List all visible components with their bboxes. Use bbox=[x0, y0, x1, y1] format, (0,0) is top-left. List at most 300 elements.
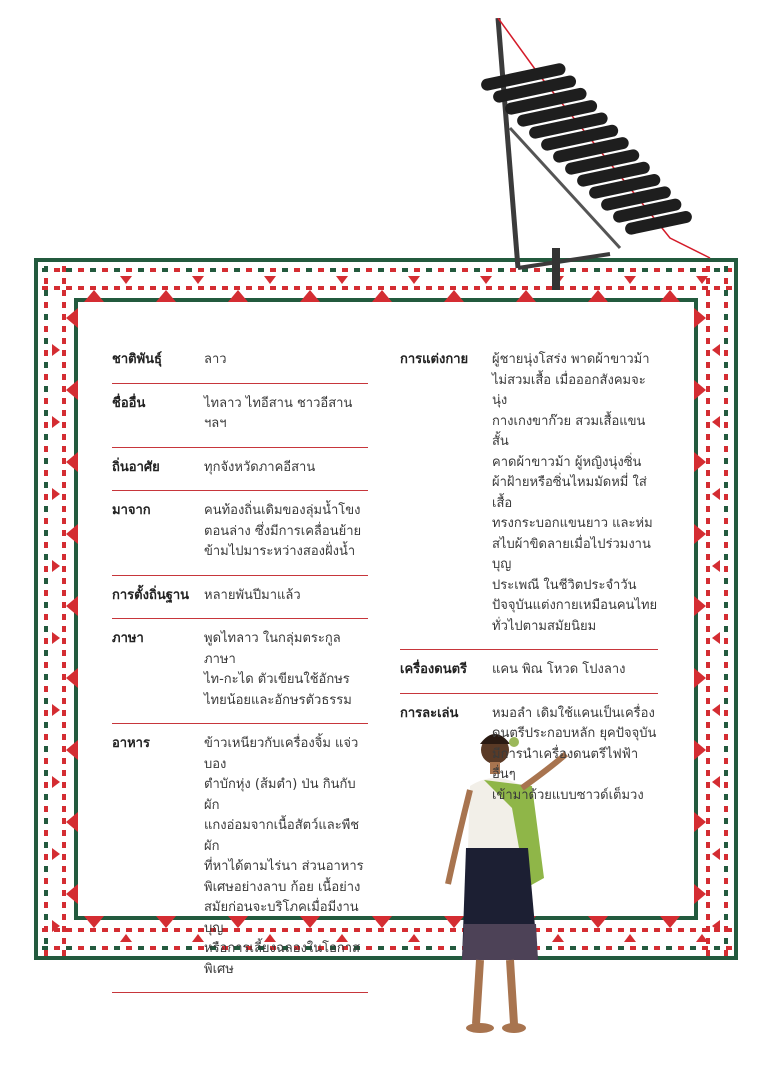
frame-dash bbox=[462, 268, 468, 272]
frame-triangle bbox=[84, 290, 104, 302]
frame-dash bbox=[62, 554, 66, 560]
frame-dash bbox=[66, 268, 72, 272]
frame-dash bbox=[724, 506, 728, 512]
frame-dash bbox=[62, 422, 66, 428]
frame-dash bbox=[706, 422, 710, 428]
frame-dash bbox=[44, 326, 48, 332]
frame-dash bbox=[62, 914, 66, 920]
frame-triangle bbox=[52, 704, 60, 716]
frame-dash bbox=[62, 866, 66, 872]
frame-dash bbox=[706, 614, 710, 620]
frame-dash bbox=[44, 698, 48, 704]
frame-triangle bbox=[694, 812, 706, 832]
frame-dash bbox=[706, 926, 710, 932]
frame-dash bbox=[62, 794, 66, 800]
frame-dash bbox=[724, 830, 728, 836]
frame-dash bbox=[724, 566, 728, 572]
frame-dash bbox=[426, 928, 432, 932]
frame-dash bbox=[724, 710, 728, 716]
frame-dash bbox=[44, 746, 48, 752]
frame-dash bbox=[222, 286, 228, 290]
frame-dash bbox=[44, 614, 48, 620]
info-row bbox=[400, 650, 658, 694]
frame-dash bbox=[62, 770, 66, 776]
frame-dash bbox=[426, 286, 432, 290]
frame-dash bbox=[222, 268, 228, 272]
info-row bbox=[400, 340, 658, 650]
frame-dash bbox=[724, 902, 728, 908]
frame-dash bbox=[62, 338, 66, 344]
frame-triangle bbox=[66, 884, 78, 904]
frame-triangle bbox=[660, 916, 680, 928]
frame-dash bbox=[706, 914, 710, 920]
frame-dash bbox=[62, 386, 66, 392]
frame-triangle bbox=[52, 344, 60, 356]
frame-dash bbox=[724, 278, 728, 284]
frame-dash bbox=[706, 434, 710, 440]
frame-dash bbox=[44, 386, 48, 392]
frame-dash bbox=[706, 758, 710, 764]
frame-dash bbox=[44, 770, 48, 776]
row-label: ภาษา bbox=[112, 631, 144, 646]
frame-dash bbox=[706, 482, 710, 488]
frame-dash bbox=[44, 710, 48, 716]
frame-dash bbox=[62, 638, 66, 644]
frame-dash bbox=[706, 638, 710, 644]
frame-dash bbox=[678, 946, 684, 950]
frame-dash bbox=[234, 268, 240, 272]
frame-triangle bbox=[408, 934, 420, 942]
frame-dash bbox=[54, 286, 60, 290]
frame-dash bbox=[44, 914, 48, 920]
frame-dash bbox=[62, 854, 66, 860]
frame-dash bbox=[706, 602, 710, 608]
frame-dash bbox=[162, 268, 168, 272]
frame-dash bbox=[78, 286, 84, 290]
frame-dash bbox=[706, 782, 710, 788]
frame-triangle bbox=[52, 416, 60, 428]
frame-dash bbox=[44, 350, 48, 356]
frame-dash bbox=[62, 722, 66, 728]
row-label: การละเล่น bbox=[400, 705, 459, 721]
frame-dash bbox=[44, 266, 48, 272]
frame-dash bbox=[706, 410, 710, 416]
frame-triangle bbox=[712, 488, 720, 500]
frame-triangle bbox=[516, 290, 536, 302]
frame-triangle bbox=[156, 290, 176, 302]
frame-dash bbox=[62, 398, 66, 404]
frame-dash bbox=[44, 494, 48, 500]
frame-dash bbox=[342, 268, 348, 272]
frame-dash bbox=[102, 286, 108, 290]
frame-dash bbox=[706, 326, 710, 332]
row-value: ทุกจังหวัดภาคอีสาน bbox=[204, 459, 316, 475]
frame-dash bbox=[174, 268, 180, 272]
frame-dash bbox=[62, 578, 66, 584]
row-label: อาหาร bbox=[112, 736, 150, 751]
frame-dash bbox=[724, 266, 728, 272]
frame-triangle bbox=[192, 276, 204, 284]
row-label: เครื่องดนตรี bbox=[400, 662, 468, 677]
frame-dash bbox=[462, 286, 468, 290]
frame-dash bbox=[44, 674, 48, 680]
pong-lang-instrument-image bbox=[470, 18, 720, 290]
frame-dash bbox=[724, 806, 728, 812]
frame-dash bbox=[706, 902, 710, 908]
frame-dash bbox=[724, 878, 728, 884]
frame-dash bbox=[62, 542, 66, 548]
frame-dash bbox=[706, 806, 710, 812]
frame-dash bbox=[618, 928, 624, 932]
frame-dash bbox=[594, 928, 600, 932]
row-value: พูดไทลาว ในกลุ่มตระกูลภาษา ไท-กะได ตัวเขียนใช้อักษร ไทยน้อยและอักษรตัวธรรม bbox=[204, 631, 352, 708]
frame-dash bbox=[62, 830, 66, 836]
frame-dash bbox=[724, 626, 728, 632]
frame-triangle bbox=[712, 416, 720, 428]
frame-dash bbox=[44, 458, 48, 464]
frame-dash bbox=[724, 914, 728, 920]
frame-dash bbox=[62, 494, 66, 500]
frame-dash bbox=[62, 806, 66, 812]
frame-triangle bbox=[66, 452, 78, 472]
frame-dash bbox=[438, 268, 444, 272]
frame-triangle bbox=[444, 290, 464, 302]
frame-dash bbox=[102, 946, 108, 950]
info-table bbox=[112, 340, 658, 977]
frame-dash bbox=[706, 566, 710, 572]
row-value: แคน พิณ โหวด โปงลาง bbox=[492, 662, 626, 677]
info-row bbox=[112, 448, 368, 492]
frame-dash bbox=[724, 398, 728, 404]
frame-dash bbox=[378, 286, 384, 290]
row-label: การแต่งกาย bbox=[400, 352, 469, 367]
frame-dash bbox=[186, 286, 192, 290]
frame-dash bbox=[724, 386, 728, 392]
frame-dash bbox=[44, 542, 48, 548]
frame-dash bbox=[62, 518, 66, 524]
frame-dash bbox=[90, 946, 96, 950]
frame-dash bbox=[62, 734, 66, 740]
frame-dash bbox=[198, 268, 204, 272]
frame-dash bbox=[210, 268, 216, 272]
frame-dash bbox=[706, 710, 710, 716]
frame-dash bbox=[318, 268, 324, 272]
frame-dash bbox=[42, 946, 48, 950]
frame-dash bbox=[706, 650, 710, 656]
frame-dash bbox=[706, 794, 710, 800]
info-row bbox=[112, 384, 368, 448]
frame-dash bbox=[270, 268, 276, 272]
info-row bbox=[112, 619, 368, 724]
frame-triangle bbox=[120, 276, 132, 284]
frame-dash bbox=[62, 530, 66, 536]
frame-dash bbox=[378, 268, 384, 272]
frame-dash bbox=[66, 946, 72, 950]
frame-dash bbox=[44, 422, 48, 428]
frame-dash bbox=[724, 722, 728, 728]
frame-dash bbox=[654, 928, 660, 932]
frame-dash bbox=[724, 734, 728, 740]
frame-dash bbox=[390, 286, 396, 290]
frame-dash bbox=[62, 890, 66, 896]
frame-dash bbox=[724, 458, 728, 464]
frame-dash bbox=[630, 946, 636, 950]
frame-dash bbox=[44, 290, 48, 296]
frame-dash bbox=[706, 458, 710, 464]
frame-dash bbox=[724, 590, 728, 596]
frame-dash bbox=[724, 518, 728, 524]
frame-dash bbox=[724, 890, 728, 896]
frame-dash bbox=[330, 268, 336, 272]
frame-triangle bbox=[66, 596, 78, 616]
frame-triangle bbox=[694, 668, 706, 688]
frame-dash bbox=[706, 374, 710, 380]
frame-dash bbox=[724, 470, 728, 476]
frame-dash bbox=[706, 830, 710, 836]
frame-triangle bbox=[694, 884, 706, 904]
frame-dash bbox=[726, 946, 732, 950]
frame-dash bbox=[342, 286, 348, 290]
frame-dash bbox=[54, 268, 60, 272]
frame-dash bbox=[44, 650, 48, 656]
frame-dash bbox=[618, 946, 624, 950]
frame-dash bbox=[44, 662, 48, 668]
frame-triangle bbox=[408, 276, 420, 284]
frame-dash bbox=[44, 854, 48, 860]
row-label: ถิ่นอาศัย bbox=[112, 459, 160, 475]
frame-dash bbox=[114, 268, 120, 272]
info-row bbox=[112, 491, 368, 576]
frame-dash bbox=[666, 928, 672, 932]
frame-dash bbox=[706, 698, 710, 704]
frame-dash bbox=[630, 928, 636, 932]
frame-dash bbox=[724, 842, 728, 848]
frame-dash bbox=[390, 946, 396, 950]
frame-dash bbox=[62, 326, 66, 332]
frame-dash bbox=[354, 286, 360, 290]
frame-dash bbox=[426, 946, 432, 950]
frame-dash bbox=[706, 842, 710, 848]
frame-dash bbox=[724, 542, 728, 548]
frame-dash bbox=[724, 818, 728, 824]
frame-dash bbox=[724, 782, 728, 788]
frame-dash bbox=[62, 842, 66, 848]
frame-triangle bbox=[66, 740, 78, 760]
frame-dash bbox=[62, 410, 66, 416]
frame-dash bbox=[62, 506, 66, 512]
frame-dash bbox=[724, 302, 728, 308]
frame-dash bbox=[174, 286, 180, 290]
frame-dash bbox=[642, 946, 648, 950]
frame-dash bbox=[62, 302, 66, 308]
frame-dash bbox=[726, 286, 732, 290]
frame-dash bbox=[44, 470, 48, 476]
frame-dash bbox=[706, 626, 710, 632]
frame-dash bbox=[62, 710, 66, 716]
frame-triangle bbox=[264, 276, 276, 284]
frame-dash bbox=[162, 286, 168, 290]
frame-dash bbox=[724, 350, 728, 356]
frame-dash bbox=[706, 530, 710, 536]
frame-dash bbox=[62, 566, 66, 572]
frame-dash bbox=[90, 286, 96, 290]
frame-dash bbox=[44, 686, 48, 692]
frame-triangle bbox=[694, 308, 706, 328]
frame-triangle bbox=[52, 560, 60, 572]
frame-triangle bbox=[372, 916, 392, 928]
frame-dash bbox=[724, 854, 728, 860]
frame-dash bbox=[44, 830, 48, 836]
frame-dash bbox=[62, 938, 66, 944]
frame-dash bbox=[724, 338, 728, 344]
frame-dash bbox=[724, 314, 728, 320]
frame-dash bbox=[44, 398, 48, 404]
frame-dash bbox=[44, 530, 48, 536]
frame-band bbox=[734, 258, 738, 960]
frame-dash bbox=[724, 758, 728, 764]
frame-dash bbox=[78, 268, 84, 272]
frame-dash bbox=[44, 590, 48, 596]
frame-dash bbox=[62, 878, 66, 884]
frame-dash bbox=[62, 350, 66, 356]
frame-dash bbox=[62, 698, 66, 704]
frame-dash bbox=[706, 770, 710, 776]
frame-dash bbox=[724, 926, 728, 932]
frame-dash bbox=[724, 422, 728, 428]
frame-triangle bbox=[712, 632, 720, 644]
frame-dash bbox=[414, 946, 420, 950]
frame-dash bbox=[402, 946, 408, 950]
frame-dash bbox=[294, 286, 300, 290]
frame-triangle bbox=[712, 776, 720, 788]
frame-dash bbox=[62, 782, 66, 788]
frame-triangle bbox=[712, 848, 720, 860]
row-value: ข้าวเหนียวกับเครื่องจิ้ม แจ่วบอง ตำบักหุ่ง (ส้มตำ) ป่น กินกับผัก แกงอ่อมจากเนื้อสัตว์และพืชผัก ที่หาได้ตามไร่นา ส่วนอาหาร พิเศษอย่างลาบ ก้อย เนื้อย่าง สมัยก่อนจะบริโภคเมื่อมีงานบุญ หรือการเลี้ยงฉลองในโอกาส พิเศษ bbox=[204, 736, 364, 977]
frame-dash bbox=[306, 286, 312, 290]
row-value: ไทลาว ไทอีสาน ชาวอีสาน ฯลฯ bbox=[204, 395, 353, 431]
frame-dash bbox=[62, 458, 66, 464]
frame-dash bbox=[706, 338, 710, 344]
frame-dash bbox=[126, 268, 132, 272]
frame-dash bbox=[246, 286, 252, 290]
frame-dash bbox=[44, 482, 48, 488]
frame-dash bbox=[62, 746, 66, 752]
frame-dash bbox=[706, 674, 710, 680]
frame-dash bbox=[44, 806, 48, 812]
row-value: หลายพันปีมาแล้ว bbox=[204, 587, 301, 603]
frame-dash bbox=[234, 286, 240, 290]
frame-dash bbox=[44, 578, 48, 584]
info-row bbox=[112, 340, 368, 384]
frame-dash bbox=[210, 286, 216, 290]
frame-dash bbox=[90, 928, 96, 932]
frame-dash bbox=[724, 290, 728, 296]
frame-dash bbox=[706, 494, 710, 500]
row-value: คนท้องถิ่นเดิมของลุ่มน้ำโขง ตอนล่าง ซึ่งมีการเคลื่อนย้าย ข้ามไปมาระหว่างสองฝั่งน้ำ bbox=[204, 503, 362, 559]
frame-dash bbox=[706, 578, 710, 584]
frame-dash bbox=[366, 286, 372, 290]
frame-dash bbox=[678, 928, 684, 932]
frame-dash bbox=[44, 314, 48, 320]
row-label: มาจาก bbox=[112, 503, 151, 518]
frame-dash bbox=[706, 506, 710, 512]
frame-dash bbox=[44, 890, 48, 896]
frame-dash bbox=[44, 554, 48, 560]
frame-dash bbox=[706, 542, 710, 548]
frame-triangle bbox=[66, 308, 78, 328]
frame-dash bbox=[44, 902, 48, 908]
frame-dash bbox=[150, 268, 156, 272]
frame-dash bbox=[44, 602, 48, 608]
frame-dash bbox=[44, 734, 48, 740]
frame-dash bbox=[402, 268, 408, 272]
frame-dash bbox=[690, 946, 696, 950]
frame-dash bbox=[654, 946, 660, 950]
frame-dash bbox=[724, 950, 728, 956]
frame-dash bbox=[62, 374, 66, 380]
frame-dash bbox=[44, 818, 48, 824]
frame-dash bbox=[706, 398, 710, 404]
frame-dash bbox=[62, 686, 66, 692]
frame-dash bbox=[62, 446, 66, 452]
frame-dash bbox=[62, 626, 66, 632]
frame-triangle bbox=[66, 380, 78, 400]
frame-dash bbox=[414, 928, 420, 932]
row-label: ชื่ออื่น bbox=[112, 395, 146, 411]
frame-dash bbox=[378, 928, 384, 932]
frame-dash bbox=[706, 554, 710, 560]
frame-dash bbox=[706, 818, 710, 824]
frame-dash bbox=[54, 946, 60, 950]
frame-triangle bbox=[66, 524, 78, 544]
frame-dash bbox=[724, 554, 728, 560]
frame-dash bbox=[62, 674, 66, 680]
frame-dash bbox=[706, 866, 710, 872]
frame-dash bbox=[294, 268, 300, 272]
frame-triangle bbox=[66, 668, 78, 688]
frame-dash bbox=[44, 302, 48, 308]
frame-dash bbox=[706, 350, 710, 356]
frame-triangle bbox=[588, 916, 608, 928]
frame-dash bbox=[706, 890, 710, 896]
frame-dash bbox=[44, 938, 48, 944]
frame-dash bbox=[62, 758, 66, 764]
frame-dash bbox=[706, 470, 710, 476]
frame-dash bbox=[706, 854, 710, 860]
frame-dash bbox=[114, 286, 120, 290]
frame-dash bbox=[44, 866, 48, 872]
frame-dash bbox=[606, 946, 612, 950]
frame-dash bbox=[246, 268, 252, 272]
frame-dash bbox=[724, 746, 728, 752]
frame-dash bbox=[450, 286, 456, 290]
frame-dash bbox=[150, 286, 156, 290]
info-row bbox=[112, 576, 368, 620]
frame-triangle bbox=[694, 452, 706, 472]
frame-dash bbox=[62, 950, 66, 956]
frame-dash bbox=[186, 268, 192, 272]
frame-dash bbox=[724, 662, 728, 668]
frame-dash bbox=[706, 302, 710, 308]
frame-dash bbox=[44, 338, 48, 344]
frame-dash bbox=[318, 286, 324, 290]
frame-dash bbox=[62, 482, 66, 488]
frame-dash bbox=[366, 268, 372, 272]
frame-triangle bbox=[52, 776, 60, 788]
frame-dash bbox=[44, 782, 48, 788]
frame-dash bbox=[706, 734, 710, 740]
frame-dash bbox=[62, 266, 66, 272]
